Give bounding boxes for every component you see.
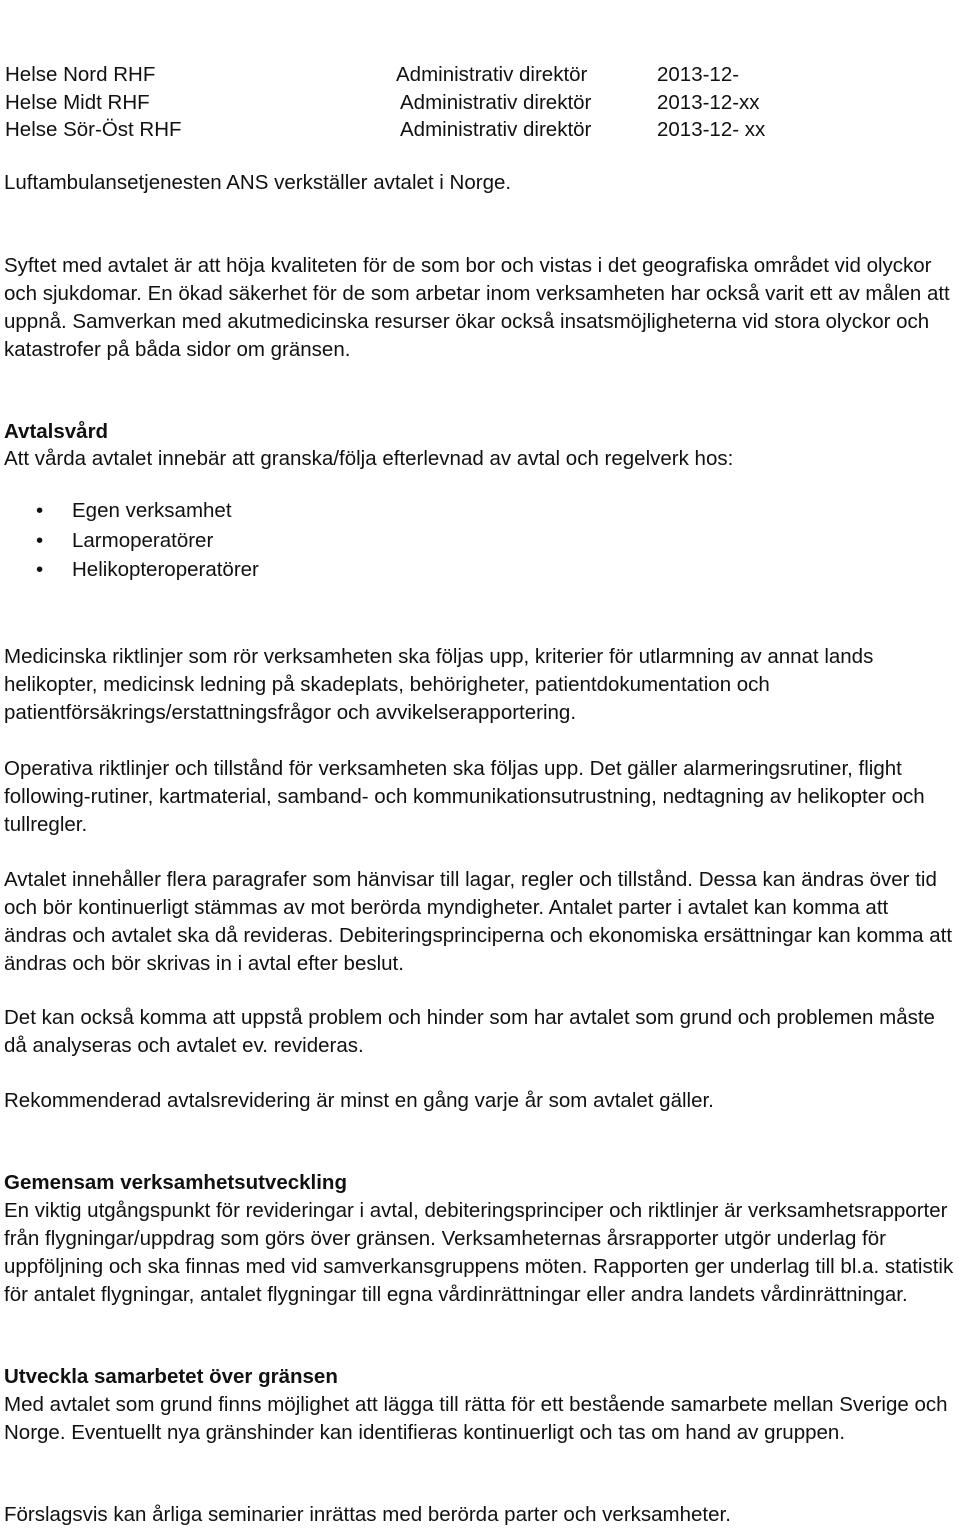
avtalsvard-intro: Att vårda avtalet innebär att granska/följa efterlevnad av avtal och regelverk hos: [4, 447, 734, 470]
closing-paragraph: Förslagsvis kan årliga seminarier inrättas med berörda parter och verksamheter. [4, 1503, 731, 1526]
list-item-label: Helikopteroperatörer [72, 558, 259, 581]
list-item [36, 527, 259, 557]
date-field: 2013-12- [657, 63, 740, 86]
header-row [5, 61, 955, 89]
problems-paragraph: Det kan också komma att uppstå problem och hinder som har avtalet som grund och problemen måste då analyseras och avtalet ev. revideras. [4, 1006, 935, 1057]
role-title: Administrativ direktör [400, 91, 592, 114]
party-list [36, 497, 259, 586]
operational-guidelines-paragraph: Operativa riktlinjer och tillstånd för verksamheten ska följas upp. Det gäller alarmeringsrutiner, flight following-rutiner, kartmaterial, samband- och kommunikationsutrustning, nedtagning av helikopter och tullregler. [4, 757, 925, 836]
intro-line: Luftambulansetjenesten ANS verkställer avtalet i Norge. [4, 171, 512, 194]
utveckla-paragraph: Med avtalet som grund finns möjlighet att lägga till rätta för ett bestående samarbete mellan Sverige och Norge. Eventuellt nya gränshinder kan identifieras kontinuerligt och tas om hand av gruppen. [4, 1393, 948, 1444]
date-field: 2013-12- xx [657, 118, 766, 141]
list-item-label: Larmoperatörer [72, 528, 214, 552]
date-field: 2013-12-xx [657, 91, 760, 114]
list-item-label: Egen verksamhet [72, 499, 232, 522]
header-row [5, 116, 955, 144]
utveckla-heading: Utveckla samarbetet över gränsen [4, 1365, 338, 1388]
list-item [36, 497, 259, 527]
purpose-paragraph: Syftet med avtalet är att höja kvaliteten för de som bor och vistas i det geografiska området vid olyckor och sjukdomar. En ökad säkerhet för de som arbetar inom verksamheten har också varit ett av målen att uppnå. Samverkan med akutmedicinska resurser ökar också insatsmöjligheterna vid stora olyckor och katastrofer på båda sidor om gränsen. [4, 254, 950, 361]
contract-paragraphs-paragraph: Avtalet innehåller flera paragrafer som hänvisar till lagar, regler och tillstånd. Dessa kan ändras över tid och bör kontinuerligt stämmas av mot berörda myndigheter. Antalet parter i avtalet kan komma att ändras och avtalet ska då revideras. Debiteringsprinciperna och ekonomiska ersättningar kan komma att ändras och bör skrivas in i avtal efter beslut. [4, 868, 953, 975]
role-title: Administrativ direktör [396, 63, 588, 86]
role-title: Administrativ direktör [400, 118, 592, 141]
gemensam-paragraph: En viktig utgångspunkt för revideringar i avtal, debiteringsprinciper och riktlinjer är verksamhetsrapporter från flygningar/uppdrag som görs över gränsen. Verksamheternas årsrapporter utgör underlag för uppföljning och ska finnas med vid samverkansgruppens möten. Rapporten ger underlag till bl.a. statistik för antalet flygningar, antalet flygningar till egna vårdinrättningar eller andra landets vårdinrättningar. [4, 1199, 954, 1306]
revision-recommendation: Rekommenderad avtalsrevidering är minst en gång varje år som avtalet gäller. [4, 1089, 714, 1112]
organization-name: Helse Nord RHF [5, 63, 156, 86]
avtalsvard-heading: Avtalsvård [4, 420, 109, 443]
organization-name: Helse Midt RHF [5, 91, 150, 114]
bullet-icon: • [36, 528, 44, 552]
organization-name: Helse Sör-Öst RHF [5, 118, 182, 141]
header-row [5, 89, 955, 117]
list-item [36, 556, 259, 586]
gemensam-heading: Gemensam verksamhetsutveckling [4, 1171, 347, 1194]
medical-guidelines-paragraph: Medicinska riktlinjer som rör verksamheten ska följas upp, kriterier för utlarmning av annat lands helikopter, medicinsk ledning på skadeplats, behörigheter, patientdokumentation och patientförsäkrings/erstattningsfrågor och avvikelserapportering. [4, 645, 874, 724]
bullet-icon: • [36, 499, 44, 522]
bullet-icon: • [36, 558, 44, 581]
